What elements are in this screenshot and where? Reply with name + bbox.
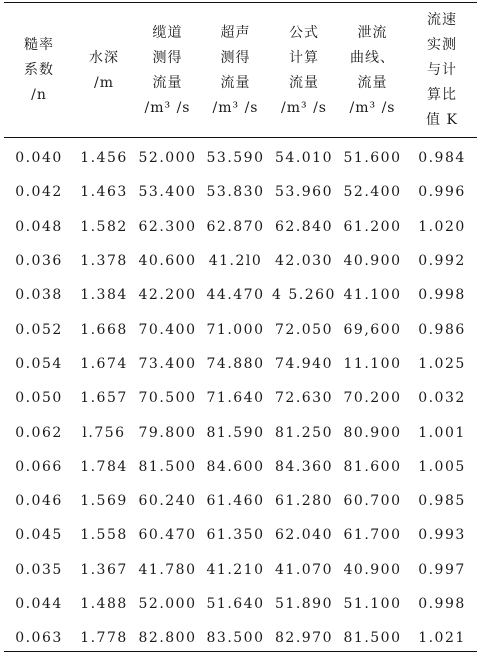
cell-ultrasonic-flow: 51.640 (206, 596, 265, 612)
cell-discharge-curve-flow: 81.500 (343, 630, 402, 647)
cell-discharge-curve-flow: 40.900 (343, 253, 402, 270)
cell-velocity-ratio: 1.005 (418, 458, 466, 475)
cell-formula-flow: 81.250 (275, 424, 333, 441)
cell-roughness: 0.048 (15, 218, 63, 235)
cell-velocity-ratio: 0.993 (418, 527, 466, 544)
cell-roughness: 0.045 (15, 527, 63, 544)
cell-roughness: 0.042 (15, 184, 63, 201)
header-formula-flow: 公式 计算 流量 /m³ /s (281, 24, 327, 116)
cell-water-depth: 1.569 (80, 493, 128, 510)
table-header (4, 4, 477, 137)
cell-ultrasonic-flow: 53.830 (206, 184, 265, 201)
cell-velocity-ratio: 0.996 (418, 184, 466, 201)
cell-velocity-ratio: 0.997 (418, 561, 466, 578)
cell-ultrasonic-flow: 83.500 (206, 630, 265, 647)
cell-formula-flow: 62.840 (275, 218, 333, 235)
cell-ultrasonic-flow: 61.460 (206, 493, 265, 510)
cell-ultrasonic-flow: 41.2l0 (208, 253, 263, 270)
cell-velocity-ratio: 1.001 (418, 424, 466, 441)
cell-cableway-flow: 52.000 (138, 150, 197, 167)
table-row (4, 381, 477, 415)
cell-roughness: 0.062 (15, 424, 63, 441)
cell-ultrasonic-flow: 71.000 (206, 321, 265, 338)
header-water-depth: 水深 /m (89, 49, 119, 91)
table-row (4, 137, 477, 175)
cell-formula-flow: 61.280 (275, 493, 333, 510)
cell-discharge-curve-flow: 52.400 (343, 184, 402, 201)
cell-roughness: 0.063 (15, 630, 63, 647)
cell-ultrasonic-flow: 44.470 (206, 287, 265, 304)
cell-water-depth: 1.367 (80, 561, 128, 578)
cell-roughness: 0.040 (15, 150, 63, 167)
cell-ultrasonic-flow: 41.210 (206, 561, 265, 578)
cell-roughness: 0.038 (15, 287, 63, 304)
cell-water-depth: 1.784 (80, 458, 128, 475)
cell-water-depth: 1.668 (80, 321, 128, 338)
cell-formula-flow: 72.050 (275, 321, 333, 338)
table-row (4, 484, 477, 518)
cell-roughness: 0.054 (15, 355, 63, 372)
table-row (4, 244, 477, 278)
cell-cableway-flow: 73.400 (138, 355, 197, 372)
cell-discharge-curve-flow: 51.600 (343, 150, 402, 167)
cell-water-depth: 1.778 (80, 630, 128, 647)
cell-cableway-flow: 70.500 (138, 390, 197, 407)
cell-cableway-flow: 79.800 (138, 424, 197, 441)
cell-roughness: 0.044 (15, 596, 63, 612)
cell-discharge-curve-flow: 11.100 (343, 355, 402, 372)
cell-formula-flow: 41.070 (275, 561, 333, 578)
cell-water-depth: 1.558 (80, 527, 128, 544)
cell-formula-flow: 72.630 (275, 390, 333, 407)
cell-formula-flow: 51.890 (275, 596, 333, 612)
cell-discharge-curve-flow: 40.900 (343, 561, 402, 578)
header-velocity-ratio: 流速 实测 与计 算比 值 K (426, 12, 458, 128)
cell-formula-flow: 62.040 (275, 527, 333, 544)
cell-formula-flow: 82.970 (275, 630, 333, 647)
cell-water-depth: 1.582 (80, 218, 128, 235)
cell-water-depth: 1.384 (80, 287, 128, 304)
cell-roughness: 0.050 (15, 390, 63, 407)
cell-cableway-flow: 70.400 (138, 321, 197, 338)
cell-velocity-ratio: 1.025 (418, 355, 466, 372)
cell-discharge-curve-flow: 60.700 (343, 493, 402, 510)
table-row (4, 312, 477, 346)
cell-ultrasonic-flow: 61.350 (206, 527, 265, 544)
cell-formula-flow: 53.960 (275, 184, 333, 201)
table-row (4, 587, 477, 621)
cell-water-depth: 1.674 (80, 355, 128, 372)
cell-velocity-ratio: 0.984 (418, 150, 466, 167)
cell-cableway-flow: 60.240 (138, 493, 197, 510)
cell-cableway-flow: 81.500 (138, 458, 197, 475)
cell-water-depth: 1.463 (80, 184, 128, 201)
cell-roughness: 0.036 (15, 253, 63, 270)
cell-roughness: 0.046 (15, 493, 63, 510)
cell-cableway-flow: 60.470 (138, 527, 197, 544)
cell-water-depth: 1.456 (80, 150, 128, 167)
table-row (4, 210, 477, 244)
cell-discharge-curve-flow: 61.700 (343, 527, 402, 544)
cell-velocity-ratio: 0.986 (418, 321, 466, 338)
header-ultrasonic-flow: 超声 测得 流量 /m³ /s (212, 24, 259, 116)
table-row (4, 415, 477, 449)
cell-cableway-flow: 42.200 (138, 287, 197, 304)
cell-ultrasonic-flow: 62.870 (206, 218, 265, 235)
cell-cableway-flow: 82.800 (138, 630, 197, 647)
cell-velocity-ratio: 1.021 (418, 630, 466, 647)
cell-water-depth: 1.657 (80, 390, 128, 407)
cell-cableway-flow: 62.300 (138, 218, 197, 235)
cell-ultrasonic-flow: 84.600 (206, 458, 265, 475)
cell-discharge-curve-flow: 61.200 (343, 218, 402, 235)
cell-ultrasonic-flow: 74.880 (206, 355, 265, 372)
cell-formula-flow: 4 5.260 (272, 287, 336, 304)
cell-water-depth: 1.378 (80, 253, 128, 270)
cell-cableway-flow: 41.780 (138, 561, 197, 578)
cell-velocity-ratio: 1.020 (418, 218, 466, 235)
cell-discharge-curve-flow: 51.100 (343, 596, 402, 612)
cell-velocity-ratio: 0.998 (418, 596, 466, 612)
cell-formula-flow: 54.010 (275, 150, 333, 167)
cell-water-depth: 1.488 (80, 596, 128, 612)
cell-velocity-ratio: 0.985 (418, 493, 466, 510)
cell-water-depth: l.756 (82, 424, 126, 441)
cell-velocity-ratio: 0.032 (418, 390, 466, 407)
cell-ultrasonic-flow: 53.590 (206, 150, 265, 167)
table-row (4, 621, 477, 655)
cell-discharge-curve-flow: 70.200 (343, 390, 402, 407)
table-top-rule (4, 2, 477, 3)
cell-velocity-ratio: 0.998 (418, 287, 466, 304)
cell-discharge-curve-flow: 81.600 (343, 458, 402, 475)
table-row (4, 175, 477, 209)
header-roughness: 糙率 系数 /n (24, 37, 54, 103)
cell-velocity-ratio: 0.992 (418, 253, 466, 270)
table-row (4, 278, 477, 312)
table-body (4, 137, 477, 655)
table-row (4, 553, 477, 587)
header-cableway-flow: 缆道 测得 流量 /m³ /s (144, 24, 191, 116)
cell-formula-flow: 42.030 (275, 253, 333, 270)
cell-cableway-flow: 53.400 (138, 184, 197, 201)
header-row (4, 4, 477, 137)
table-row (4, 450, 477, 484)
cell-discharge-curve-flow: 41.100 (343, 287, 402, 304)
cell-ultrasonic-flow: 71.640 (206, 390, 265, 407)
cell-discharge-curve-flow: 80.900 (343, 424, 402, 441)
cell-roughness: 0.066 (15, 458, 63, 475)
cell-ultrasonic-flow: 81.590 (206, 424, 265, 441)
table-row (4, 518, 477, 552)
flow-comparison-table (4, 4, 477, 655)
cell-cableway-flow: 40.600 (138, 253, 197, 270)
cell-formula-flow: 84.360 (275, 458, 333, 475)
cell-formula-flow: 74.940 (275, 355, 333, 372)
table-row (4, 347, 477, 381)
header-discharge-curve-flow: 泄流 曲线、 流量 /m³ /s (349, 24, 396, 116)
cell-discharge-curve-flow: 69,600 (343, 321, 402, 338)
cell-roughness: 0.035 (15, 561, 63, 578)
cell-cableway-flow: 52.000 (138, 596, 197, 612)
cell-roughness: 0.052 (15, 321, 63, 338)
